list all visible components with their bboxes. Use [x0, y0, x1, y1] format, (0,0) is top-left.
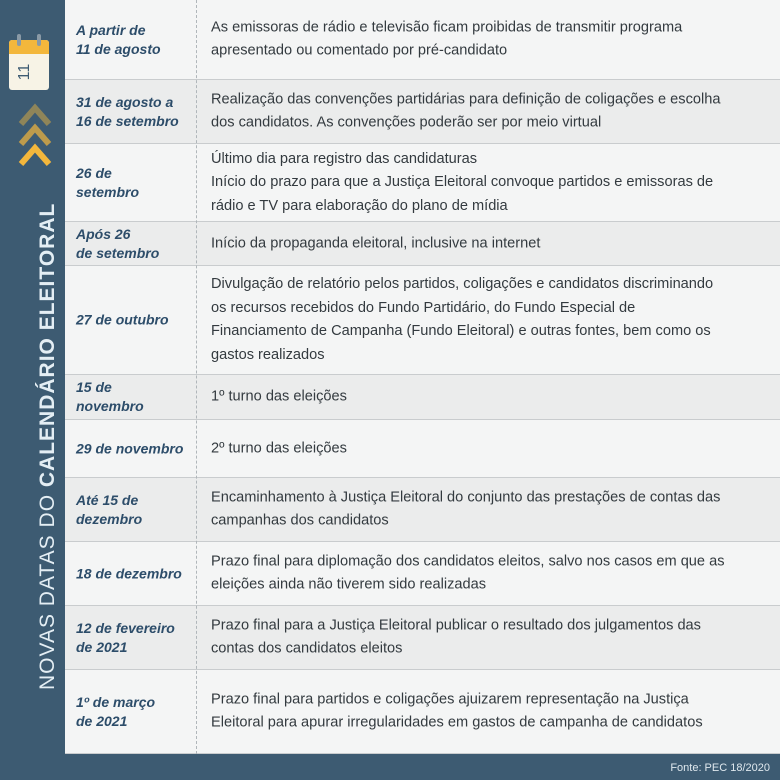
- description-line: Divulgação de relatório pelos partidos, coligações e candidatos discriminando: [211, 276, 714, 292]
- description-line: apresentado ou comentado por pré-candidato: [211, 42, 508, 59]
- table-row: [65, 222, 780, 266]
- calendar-day: 11: [16, 63, 33, 81]
- date-line: Após 26: [76, 225, 131, 242]
- row-date: [76, 564, 194, 583]
- description-line: eleições ainda não tiverem sido realizadas: [211, 576, 487, 593]
- row-date: [76, 693, 194, 731]
- page-title: NOVAS DATAS DO CALENDÁRIO ELEITORAL: [36, 202, 59, 690]
- table-row: [65, 670, 780, 754]
- date-line: 11 de agosto: [76, 40, 161, 57]
- row-description: [211, 147, 772, 218]
- row-date: [76, 225, 194, 263]
- date-line: 16 de setembro: [76, 112, 179, 129]
- date-line: de 2021: [76, 712, 128, 729]
- table-row: [65, 420, 780, 478]
- sidebar: [0, 0, 62, 780]
- date-line: Até 15 de: [76, 491, 139, 508]
- date-line: 31 de agosto a: [76, 93, 174, 110]
- row-date: [76, 378, 194, 416]
- date-line: 27 de outubro: [76, 311, 169, 328]
- description-line: 2º turno das eleições: [211, 439, 347, 456]
- table-row: [65, 478, 780, 542]
- date-line: setembro: [76, 183, 140, 200]
- row-description: [211, 437, 772, 461]
- row-date: [76, 311, 194, 330]
- date-line: 15 de: [76, 379, 112, 395]
- table-row: [65, 375, 780, 420]
- date-line: A partir de: [76, 21, 146, 38]
- date-line: 29 de novembro: [76, 440, 184, 456]
- description-line: os recursos recebidos do Fundo Partidário, do Fundo Especial de: [211, 299, 636, 316]
- description-line: Eleitoral para apurar irregularidades em gastos de campanha de candidatos: [211, 714, 703, 731]
- row-date: [76, 491, 194, 529]
- description-line: dos candidatos. As convenções poderão ser por meio virtual: [211, 114, 602, 131]
- row-date: [76, 439, 194, 458]
- table-row: [65, 144, 780, 222]
- row-description: [211, 550, 772, 597]
- description-line: Início do prazo para que a Justiça Eleitoral convoque partidos e emissoras de: [211, 173, 714, 190]
- date-line: 26 de: [76, 164, 112, 181]
- description-line: Último dia para registro das candidaturas: [211, 150, 478, 167]
- row-description: [211, 88, 772, 135]
- description-line: Prazo final para diplomação dos candidatos eleitos, salvo nos casos em que as: [211, 553, 725, 569]
- table-row: [65, 266, 780, 375]
- description-line: Prazo final para partidos e coligações ajuizarem representação na Justiça: [211, 691, 689, 707]
- description-line: Prazo final para a Justiça Eleitoral publicar o resultado dos julgamentos das: [211, 617, 701, 633]
- date-line: de 2021: [76, 638, 128, 655]
- row-date: [76, 21, 194, 59]
- description-line: campanhas dos candidatos: [211, 512, 389, 529]
- description-line: rádio e TV para elaboração do plano de mídia: [211, 197, 508, 214]
- description-line: contas dos candidatos eleitos: [211, 640, 403, 657]
- row-date: [76, 619, 194, 657]
- chevron-up-icon: [17, 96, 53, 176]
- row-description: [211, 486, 772, 533]
- calendar-table: [65, 0, 780, 754]
- row-description: [211, 688, 772, 735]
- date-line: 1º de março: [76, 693, 156, 710]
- row-date: [76, 164, 194, 202]
- table-row: [65, 0, 780, 80]
- description-line: As emissoras de rádio e televisão ficam proibidas de transmitir programa: [211, 19, 683, 35]
- date-line: de setembro: [76, 244, 160, 261]
- source-note: Fonte: PEC 18/2020: [670, 762, 770, 774]
- calendar-icon: [7, 34, 51, 92]
- description-line: Encaminhamento à Justiça Eleitoral do conjunto das prestações de contas das: [211, 489, 721, 505]
- description-line: Financiamento de Campanha (Fundo Eleitoral) e outras fontes, bem como os: [211, 323, 711, 339]
- row-date: [76, 93, 194, 131]
- row-description: [211, 273, 772, 367]
- row-description: [211, 16, 772, 63]
- description-line: Realização das convenções partidárias para definição de coligações e escolha: [211, 91, 721, 107]
- table-row: [65, 606, 780, 670]
- description-line: Início da propaganda eleitoral, inclusive na internet: [211, 234, 541, 251]
- row-description: [211, 232, 772, 256]
- row-description: [211, 385, 772, 409]
- date-line: dezembro: [76, 510, 143, 527]
- table-row: [65, 80, 780, 144]
- column-divider: [196, 0, 197, 754]
- date-line: 12 de fevereiro: [76, 619, 175, 636]
- date-line: 18 de dezembro: [76, 565, 182, 581]
- description-line: 1º turno das eleições: [211, 388, 347, 405]
- description-line: gastos realizados: [211, 346, 325, 363]
- date-line: novembro: [76, 398, 144, 414]
- table-row: [65, 542, 780, 606]
- row-description: [211, 614, 772, 661]
